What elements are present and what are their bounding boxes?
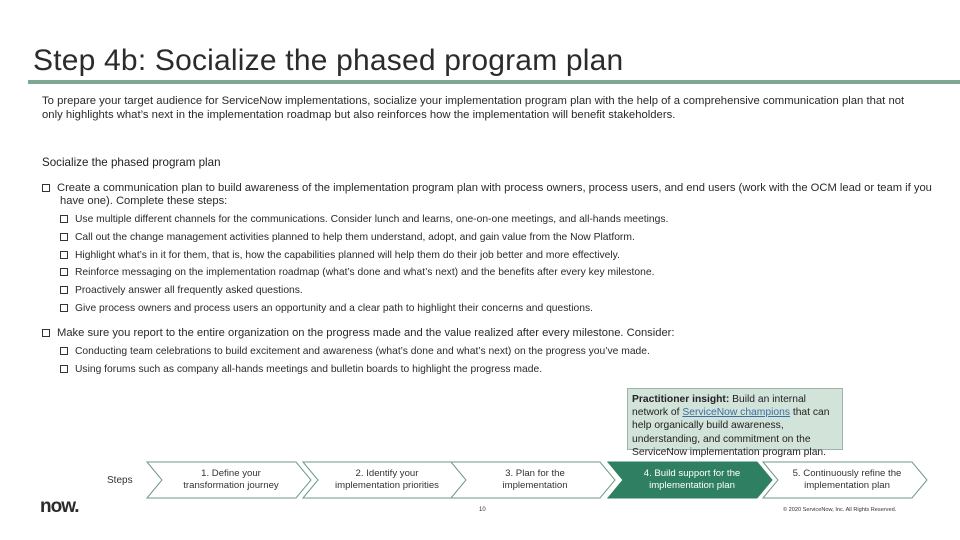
bullet-create-plan (42, 182, 932, 209)
step-chevron-4-active[interactable] (607, 461, 773, 499)
checkbox-icon (60, 365, 68, 373)
checkbox-icon (42, 184, 50, 192)
step-chevron-1[interactable] (146, 461, 312, 499)
step-label: 1. Define your transformation journey (183, 468, 279, 491)
checkbox-icon (42, 329, 50, 337)
checkbox-icon (60, 286, 68, 294)
list-item (60, 303, 920, 315)
checkbox-icon (60, 304, 68, 312)
checkbox-icon (60, 251, 68, 259)
insight-label: Practitioner insight: (632, 394, 730, 405)
insight-text-before: Build an internal network of (632, 394, 806, 419)
section-heading: Socialize the phased program plan (42, 156, 221, 169)
page-number: 10 (479, 507, 486, 513)
step-label: 2. Identify your implementation priorities (335, 468, 439, 491)
step-chevron-3[interactable] (450, 461, 616, 499)
bullet-report-progress (42, 327, 932, 340)
list-item (60, 267, 920, 279)
list-item (60, 214, 920, 226)
checkbox-icon (60, 268, 68, 276)
list-item-text: Conducting team celebrations to build excitement and awareness (what’s done and what’s next) on the progress you’ve made. (75, 346, 650, 357)
list-item-text: Use multiple different channels for the communications. Consider lunch and learns, one-on-one meetings, and all-hands meetings. (75, 214, 669, 225)
page-title: Step 4b: Socialize the phased program plan (33, 44, 624, 77)
list-item (60, 364, 920, 376)
copyright-notice: © 2020 ServiceNow, Inc. All Rights Reserved. (783, 507, 897, 513)
step-label: 4. Build support for the implementation plan (643, 468, 741, 491)
title-divider (28, 80, 960, 84)
step-label: 3. Plan for the implementation (502, 468, 568, 491)
checkbox-icon (60, 347, 68, 355)
step-chevron-2[interactable] (302, 461, 468, 499)
checkbox-icon (60, 233, 68, 241)
checkbox-icon (60, 215, 68, 223)
list-item-text: Highlight what’s in it for them, that is, how the capabilities planned will help them do their job better and more effectively. (75, 250, 620, 261)
list-item-text: Reinforce messaging on the implementation roadmap (what’s done and what’s next) and the benefits after every key milestone. (75, 267, 655, 278)
servicenow-logo: now. (40, 496, 79, 517)
list-item-text: Give process owners and process users an opportunity and a clear path to highlight their concerns and questions. (75, 303, 594, 314)
step-chevron-5[interactable] (762, 461, 928, 499)
list-item-text: Using forums such as company all-hands meetings and bulletin boards to highlight the progress made. (75, 364, 543, 375)
list-item-text: Proactively answer all frequently asked questions. (75, 285, 303, 296)
bullet-text: Make sure you report to the entire organization on the progress made and the value realized after every milestone. Consider: (57, 327, 675, 339)
list-item-text: Call out the change management activities planned to help them understand, adopt, and gain value from the Now Platform. (75, 232, 635, 243)
champions-link[interactable]: ServiceNow champions (682, 407, 790, 419)
list-item (60, 285, 920, 297)
steps-label: Steps (107, 475, 133, 486)
insight-text-after: that can help organically build awareness, understanding, and commitment on the ServiceNow implementation program plan. (632, 407, 830, 458)
practitioner-insight-box (627, 388, 843, 458)
list-item (60, 232, 920, 244)
step-label: 5. Continuously refine the implementation plan (792, 468, 902, 491)
intro-paragraph: To prepare your target audience for ServiceNow implementations, socialize your implementation program plan with the help of a comprehensive communication plan that not only highlights what’s next in the implementation roadmap but also reinforces how the implementation will benefit stakeholders. (42, 95, 905, 122)
bullet-text: Create a communication plan to build awareness of the implementation program plan with process owners, process users, and end users (work with the OCM lead or team if you have one). Complete these steps: (57, 182, 932, 208)
list-item (60, 346, 920, 358)
list-item (60, 250, 920, 262)
